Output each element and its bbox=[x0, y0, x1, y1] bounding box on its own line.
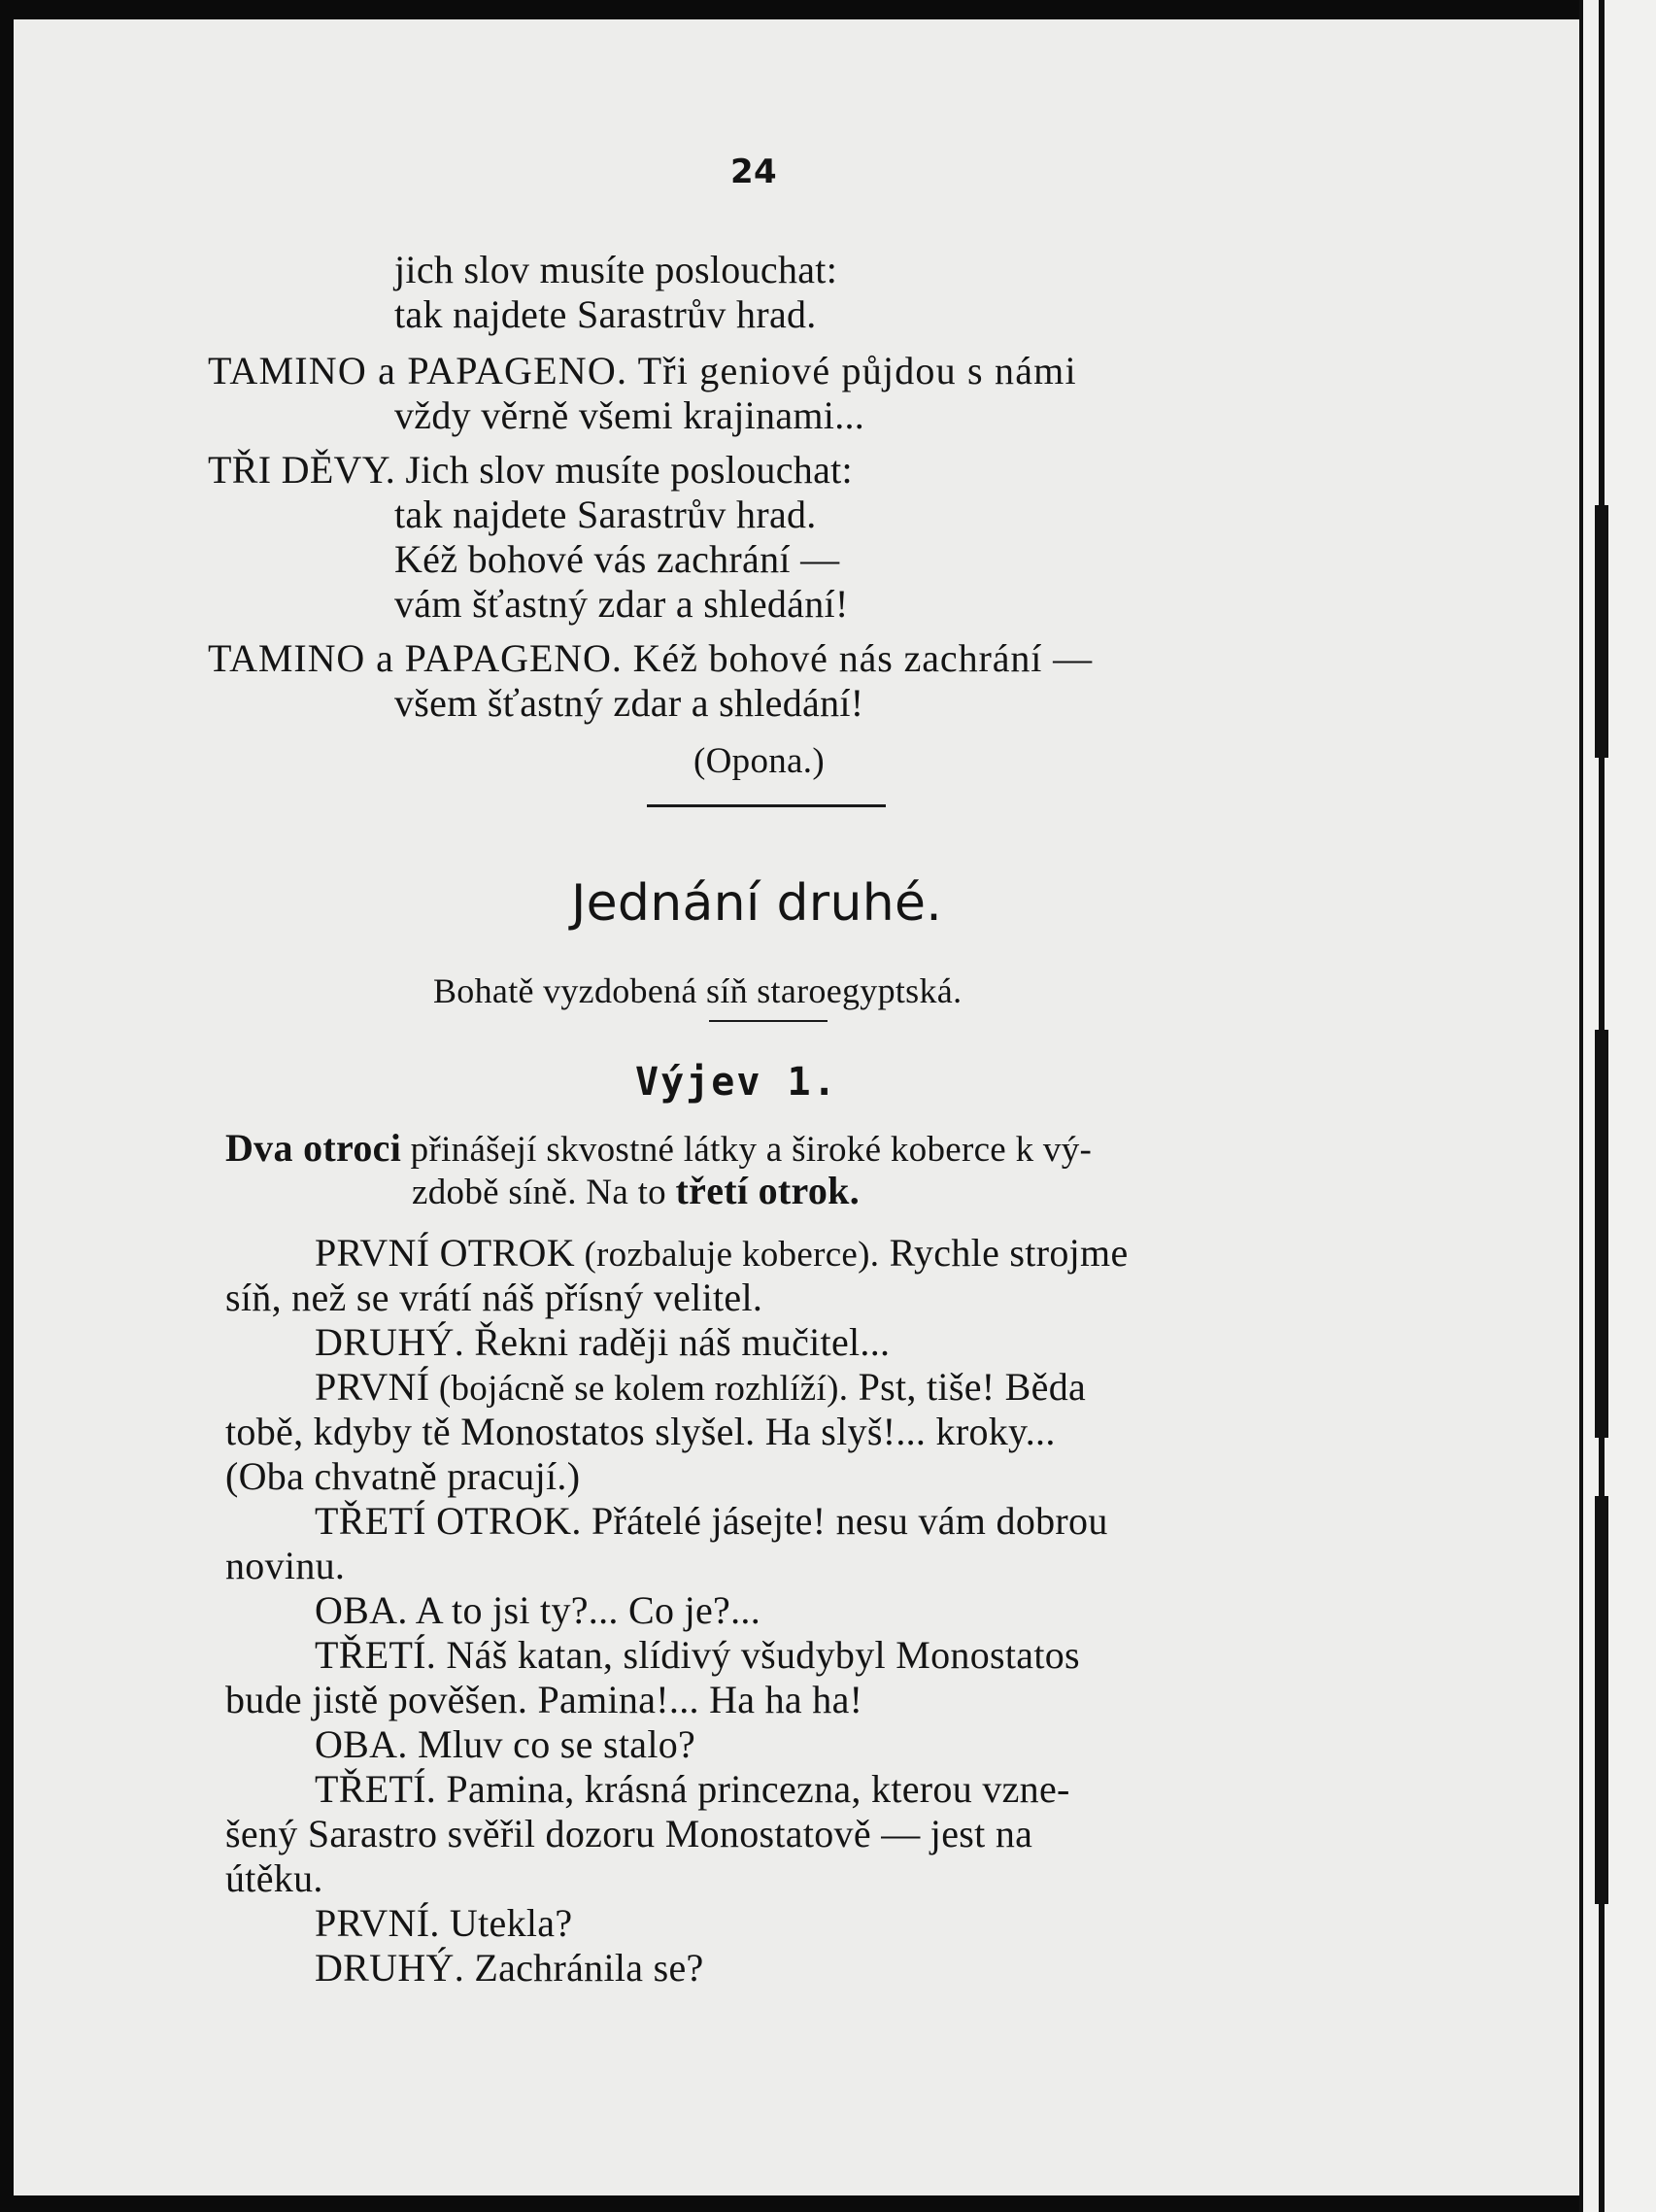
dialogue-line: bude jistě pověšen. Pamina!... Ha ha ha! bbox=[225, 1678, 863, 1721]
scene-title: Výjev 1. bbox=[635, 1060, 838, 1105]
dialogue-line: novinu. bbox=[225, 1544, 346, 1587]
dialogue-line bbox=[315, 1589, 760, 1632]
dialogue-line: šený Sarastro svěřil dozoru Monostatově — jest na bbox=[225, 1812, 1033, 1855]
verse-line: tak najdete Sarastrův hrad. bbox=[394, 292, 817, 336]
dialogue-text: Utekla? bbox=[439, 1901, 573, 1945]
dialogue-line bbox=[315, 1366, 1086, 1411]
section-divider bbox=[647, 804, 886, 807]
speaker: TŘETÍ OTROK. bbox=[315, 1499, 582, 1543]
speaker: PRVNÍ OTROK bbox=[315, 1231, 575, 1275]
dialogue-line bbox=[315, 1902, 572, 1945]
speaker: DRUHÝ. bbox=[315, 1946, 465, 1990]
dialogue-text: Pst, tiše! Běda bbox=[848, 1365, 1087, 1409]
book-binding-edge bbox=[1579, 0, 1656, 2212]
speaker: TŘETÍ. bbox=[315, 1767, 437, 1811]
dialogue-line: útěku. bbox=[225, 1856, 323, 1900]
speaker: OBA. bbox=[315, 1722, 408, 1766]
verse-line: vám šťastný zdar a shledání! bbox=[394, 582, 849, 626]
curtain-direction: (Opona.) bbox=[693, 741, 825, 781]
verse-line: všem šťastný zdar a shledání! bbox=[394, 681, 864, 725]
dialogue-text: A to jsi ty?... Co je?... bbox=[407, 1588, 761, 1632]
dialogue-text: Přátelé jásejte! nesu vám dobrou bbox=[581, 1499, 1108, 1543]
stage-direction: (bojácně se kolem rozhlíží). bbox=[429, 1369, 849, 1409]
dialogue-text: Zachránila se? bbox=[464, 1946, 704, 1990]
act-description: Bohatě vyzdobená síň staroegyptská. bbox=[433, 971, 963, 1010]
dialogue-text: Rychle strojme bbox=[879, 1231, 1129, 1275]
stage-direction-line bbox=[225, 1127, 1092, 1172]
act-title: Jednání druhé. bbox=[571, 874, 943, 933]
dialogue-text: Mluv co se stalo? bbox=[407, 1722, 696, 1766]
page-number: 24 bbox=[730, 153, 777, 191]
verse-line: TŘI DĚVY. Jich slov musíte poslouchat: bbox=[208, 448, 853, 492]
verse-line: TAMINO a PAPAGENO. Tři geniové půjdou s námi bbox=[208, 349, 1077, 392]
verse-line: tak najdete Sarastrův hrad. bbox=[394, 493, 817, 536]
dialogue-line: (Oba chvatně pracují.) bbox=[225, 1454, 581, 1498]
dialogue-text: Řekni raději náš mučitel... bbox=[464, 1320, 891, 1364]
binding-stitch bbox=[1595, 1030, 1608, 1438]
speaker: PRVNÍ. bbox=[315, 1901, 440, 1945]
stage-direction: (rozbaluje koberce). bbox=[574, 1235, 880, 1275]
speaker: OBA. bbox=[315, 1588, 408, 1632]
verse-line: vždy věrně všemi krajinami... bbox=[394, 393, 865, 437]
verse-line: TAMINO a PAPAGENO. Kéž bohové nás zachrání — bbox=[208, 636, 1094, 680]
stage-direction-text: zdobě síně. Na to bbox=[412, 1173, 676, 1212]
dialogue-text: Pamina, krásná princezna, kterou vzne- bbox=[436, 1767, 1070, 1811]
dialogue-text: Náš katan, slídivý všudybyl Monostatos bbox=[436, 1633, 1080, 1677]
verse-line: jich slov musíte poslouchat: bbox=[394, 248, 838, 291]
dialogue-line bbox=[315, 1321, 890, 1364]
book-page bbox=[14, 19, 1579, 2195]
binding-stitch bbox=[1595, 505, 1608, 758]
stage-direction-emphasis: třetí otrok. bbox=[675, 1169, 860, 1212]
speaker: DRUHÝ. bbox=[315, 1320, 465, 1364]
dialogue-line bbox=[315, 1723, 695, 1766]
dialogue-line bbox=[315, 1500, 1108, 1543]
dialogue-line: tobě, kdyby tě Monostatos slyšel. Ha slyš!... kroky... bbox=[225, 1410, 1056, 1453]
dialogue-line bbox=[315, 1634, 1080, 1677]
speaker: TŘETÍ. bbox=[315, 1633, 437, 1677]
speaker: PRVNÍ bbox=[315, 1365, 430, 1409]
binding-stitch bbox=[1595, 1496, 1608, 1904]
stage-direction-emphasis: Dva otroci bbox=[225, 1126, 402, 1170]
dialogue-line bbox=[315, 1768, 1070, 1811]
scene-divider bbox=[709, 1020, 828, 1022]
dialogue-line: síň, než se vrátí náš přísný velitel. bbox=[225, 1276, 763, 1319]
stage-direction-text: přinášejí skvostné látky a široké koberce k vý- bbox=[401, 1130, 1093, 1170]
dialogue-line bbox=[315, 1232, 1129, 1276]
stage-direction-line bbox=[412, 1170, 860, 1214]
verse-line: Kéž bohové vás zachrání — bbox=[394, 537, 840, 581]
dialogue-line bbox=[315, 1947, 704, 1990]
